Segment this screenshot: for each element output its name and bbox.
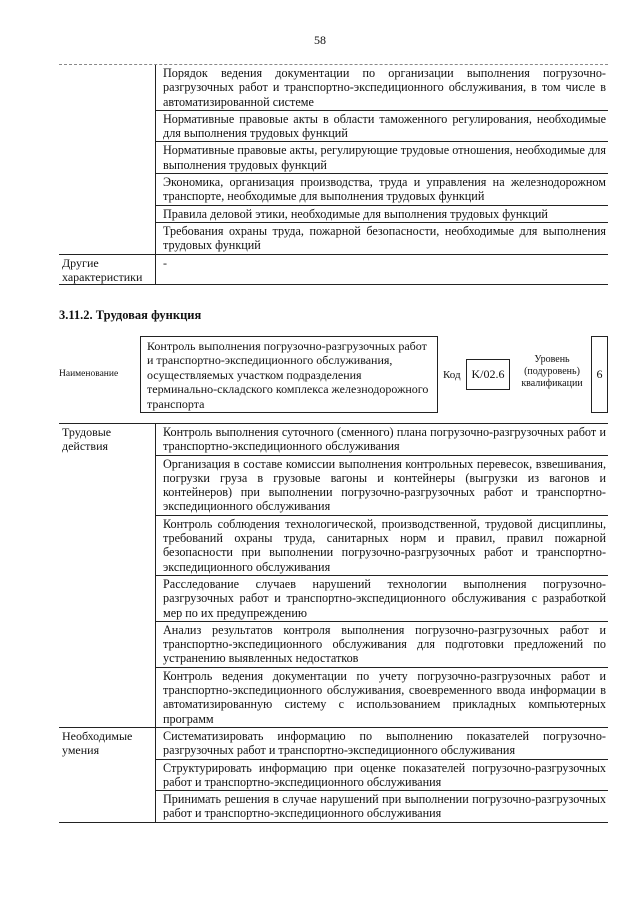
code-value-box: K/02.6 (466, 359, 510, 390)
skill-item: Принимать решения в случае нарушений при выполнении погрузочно-разгрузочных работ и транспортно-экспедиционного обслуживания (163, 792, 606, 821)
page-number: 58 (314, 33, 326, 47)
code-label: Код (443, 369, 461, 381)
other-characteristics-row (59, 255, 608, 285)
qualification-level-label: Уровень (подуровень) квалификации (521, 354, 583, 389)
skills-row (59, 728, 608, 822)
other-characteristics-label: Другие характеристики (59, 255, 156, 284)
knowledge-items (156, 65, 608, 254)
knowledge-row (59, 64, 608, 255)
skill-item: Структурировать информацию при оценке показателей погрузочно-разгрузочных работ и транспортно-экспедиционного обслуживания (156, 760, 608, 792)
skill-item: Систематизировать информацию по выполнению показателей погрузочно-разгрузочных работ и транспортно-экспедиционного обслуживания (156, 728, 608, 760)
knowledge-item: Требования охраны труда, пожарной безопасности, необходимые для выполнения трудовых функций (163, 223, 606, 253)
labor-action-item: Расследование случаев нарушений технологии выполнения погрузочно-разгрузочных работ и транспортно-экспедиционного обслуживания с разработкой мер по их предупреждению (156, 576, 608, 622)
labor-action-item: Контроль соблюдения технологической, производственной, трудовой дисциплины, требований охраны труда, санитарных норм и правил, правил пожарной безопасности при выполнении погрузочно-разгрузочных работ и транспортно-экспедиционного обслуживания (156, 516, 608, 576)
knowledge-item: Правила деловой этики, необходимые для выполнения трудовых функций (156, 206, 608, 223)
labor-function-table (59, 423, 608, 823)
name-label: Наименование (59, 369, 119, 379)
labor-actions-row (59, 424, 608, 728)
qualification-level-box: 6 (591, 336, 608, 413)
knowledge-table-continued (59, 64, 608, 285)
labor-action-item: Организация в составе комиссии выполнения контрольных перевесок, взвешивания, погрузки груза в грузовые вагоны и контейнеры (выгрузки из вагонов и контейнеров) при выполнении погрузочно-разгрузочных работ и транспортно-экспедиционного обслуживания (156, 456, 608, 516)
knowledge-item: Порядок ведения документации по организации выполнения погрузочно-разгрузочных работ и транспортно-экспедиционного обслуживания, в том числе в автоматизированной системе (156, 65, 608, 111)
section-heading: 3.11.2. Трудовая функция (59, 308, 202, 322)
other-characteristics-value: - (163, 255, 167, 270)
labor-action-item: Контроль ведения документации по учету погрузочно-разгрузочных работ и транспортно-экспедиционного обслуживания, своевременного ввода информации в автоматизированную систему с использованием прикладных компьютерных программ (163, 668, 606, 726)
skills-label: Необходимые умения (59, 728, 156, 822)
knowledge-item: Нормативные правовые акты, регулирующие трудовые отношения, необходимые для выполнения трудовых функций (156, 142, 608, 174)
knowledge-item: Экономика, организация производства, труда и управления на железнодорожном транспорте, необходимые для выполнения трудовых функций (156, 174, 608, 206)
knowledge-label-cell (59, 65, 156, 254)
labor-action-item: Контроль выполнения суточного (сменного) плана погрузочно-разгрузочных работ и транспортно-экспедиционного обслуживания (156, 424, 608, 456)
function-name-box: Контроль выполнения погрузочно-разгрузочных работ и транспортно-экспедиционного обслуживания, осуществляемых участком подразделения терминально-складского комплекса железнодорожного транспорта (140, 336, 438, 413)
labor-actions-label: Трудовые действия (59, 424, 156, 727)
labor-action-item: Анализ результатов контроля выполнения погрузочно-разгрузочных работ и транспортно-экспедиционного обслуживания для подготовки предложений по устранению выявленных недостатков (156, 622, 608, 668)
knowledge-item: Нормативные правовые акты в области таможенного регулирования, необходимые для выполнения трудовых функций (156, 111, 608, 143)
